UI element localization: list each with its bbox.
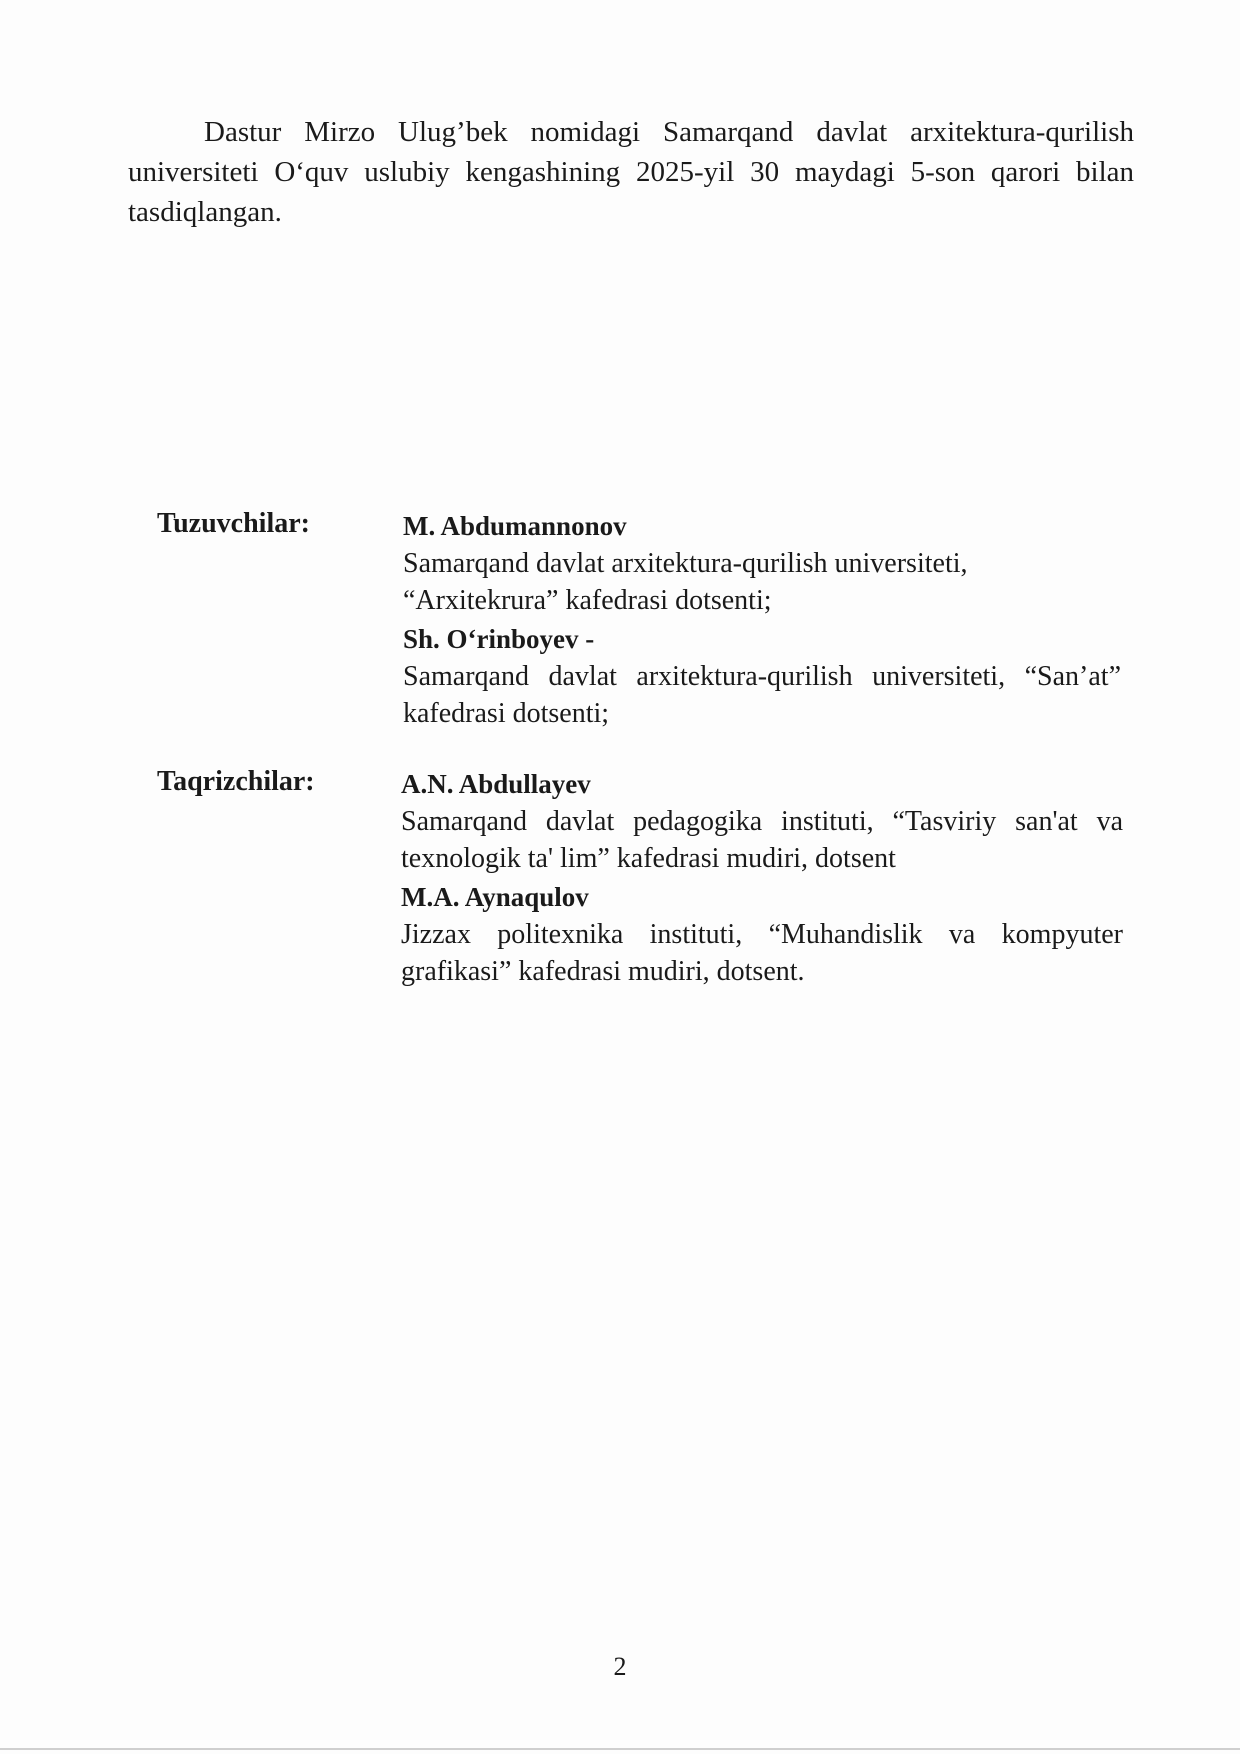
- reviewers-list: [401, 766, 1123, 992]
- compiler-name: Sh. O‘rinboyev -: [403, 624, 595, 654]
- compilers-list: [403, 508, 1121, 734]
- compiler-name: M. Abdumannonov: [403, 511, 627, 541]
- reviewer-affiliation: Jizzax politexnika instituti, “Muhandislik va kompyuter grafikasi” kafedrasi mudiri, dotsent.: [401, 919, 1123, 987]
- scan-edge-line: [0, 1748, 1240, 1750]
- reviewer-affiliation: Samarqand davlat pedagogika instituti, “Tasviriy san'at va texnologik ta' lim” kafedrasi mudiri, dotsent: [401, 806, 1123, 874]
- compiler-affiliation: Samarqand davlat arxitektura-qurilish universiteti, “Arxitekrura” kafedrasi dotsenti;: [403, 548, 968, 616]
- approval-statement: Dastur Mirzo Ulug’bek nomidagi Samarqand davlat arxitektura-qurilish universiteti O‘quv uslubiy kengashining 2025-yil 30 maydagi 5-son qarori bilan tasdiqlangan.: [128, 116, 1134, 228]
- page-number: 2: [613, 1652, 627, 1681]
- compilers-label: Tuzuvchilar:: [157, 508, 310, 539]
- compiler-affiliation: Samarqand davlat arxitektura-qurilish universiteti, “San’at” kafedrasi dotsenti;: [403, 661, 1121, 729]
- reviewers-label: Taqrizchilar:: [157, 766, 315, 797]
- reviewer-name: M.A. Aynaqulov: [401, 882, 589, 912]
- reviewer-name: A.N. Abdullayev: [401, 769, 591, 799]
